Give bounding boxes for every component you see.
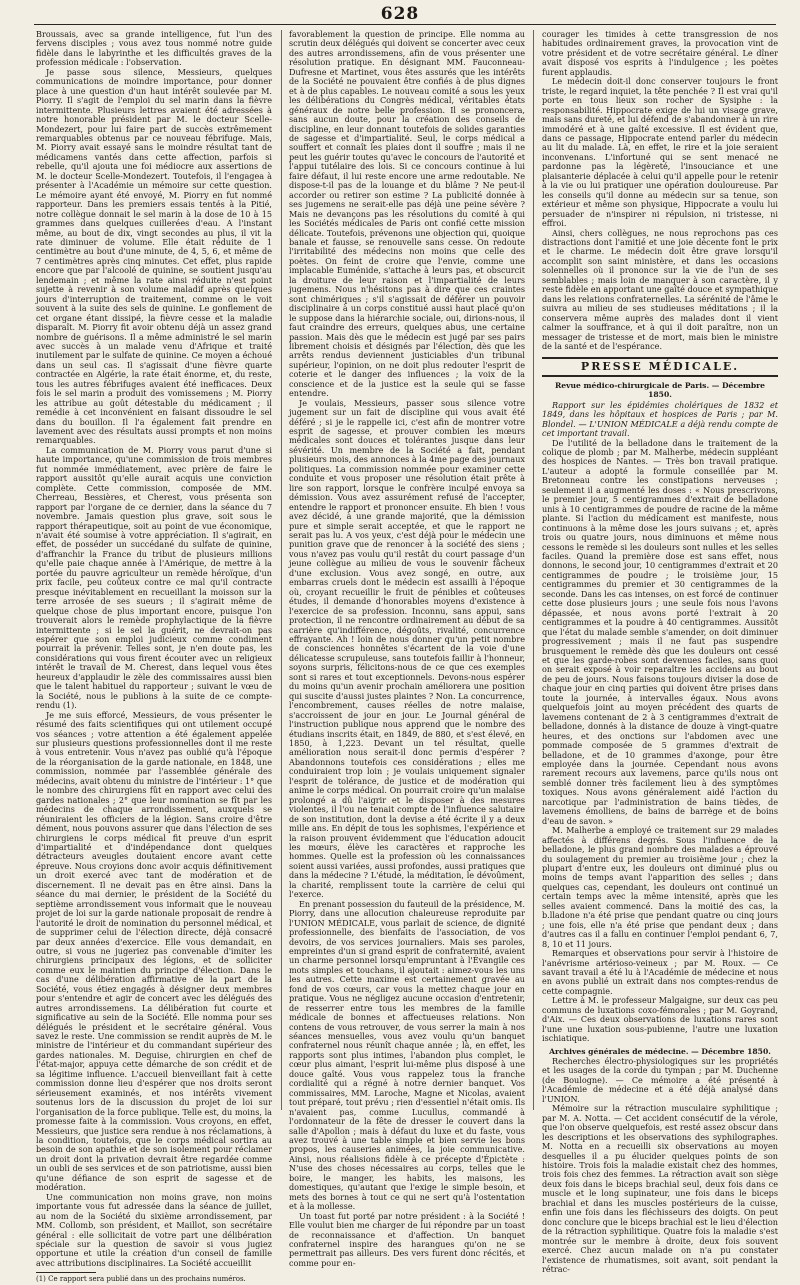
paragraph: Le médecin doit-il donc conserver toujours le front triste, le regard inquiet, la tête penchée ? Il est vrai qu'il porte en tous lieux son rocher de Sysiphe : la responsabilité. Hippocrate exige de lui un visage grave, mais sans dureté, et lui défend de s'abandonner à un rire immodéré et à une gaîté excessive. Il est évident que, dans ce passage, Hippocrate entend parler du médecin au lit du malade. Là, en effet, le rire et la joie seraient inconvenans. L'infortuné qui se sent menacé ne pardonne pas la légèreté, l'insouciance et une plaisanterie déplacée à celui qu'il appelle pour le retenir à la vie ou lui pratiquer une opération douloureuse. Par les conseils qu'il donne au médecin sur sa tenue, son extérieur et même son physique, Hippocrate a voulu lui persuader de n'inspirer ni répulsion, ni tristesse, ni effroi.	[542, 76, 778, 229]
column-divider	[533, 30, 534, 1110]
paragraph: De l'utilité de la belladone dans le traitement de la colique de plomb ; par M. Malherbe, médecin suppléant des hospices de Nantes. — Très bon travail pratique. L'auteur a adopté la formule conseillée par M. Bretonneau contre les constipations nerveuses ; seulement il a augmenté les doses : « Nous prescrivons, le premier jour, 5 centigrammes d'extrait de belladone unis à 10 centigrammes de poudre de racine de la même plante. Si l'action du médicament est manifeste, nous continuons à la même dose les jours suivans ; et, après trois ou quatre jours, nous diminuons et même nous cessons le remède si les douleurs sont nulles et les selles faciles. Quand la première dose est sans effet, nous donnons, le second jour, 10 centigrammes d'extrait et 20 centigrammes de poudre ; le troisième jour, 15 centigrammes du premier et 30 centigrammes de la seconde. Dans les cas intenses, on est forcé de continuer cette dose plusieurs jours ; une seule fois nous l'avons dépassée, et nous avons porté l'extrait à 20 centigrammes et la poudre à 40 centigrammes. Aussitôt que l'état du malade semble s'amender, on doit diminuer progressivement ; mais il ne faut pas suspendre brusquement le remède dès que les douleurs ont cessé et que les garde-robes sont devenues faciles, sans quoi on serait exposé à voir reparaître les accidens au bout de peu de jours. Nous faisons toujours diviser la dose de chaque jour en cinq parties qui doivent être prises dans toute la journée, à intervalles égaux. Nous avons quelquefois joint au moyen précédent des quarts de lavemens contenant de 2 à 3 centigrammes d'extrait de belladone, donnés à la distance de douze à vingt-quatre heures, et des onctions sur l'abdomen avec une pommade composée de 5 grammes d'extrait de belladone, et de 10 grammes d'axonge, pour être employée dans la journée. Cependant nous avons rarement recours aux lavemens, parce qu'ils nous ont semblé donner très facilement lieu à des symptômes toxiques. Nous avons généralement aidé l'action du narcotique par l'administration de bains tièdes, de lavemens émolliens, de bains de barrège et de boins d'eau de savon. »	[542, 437, 778, 826]
paragraph: La communication de M. Piorry vous parut d'une si haute importance, qu'une commission de trois membres fut nommée immédiatement, avec prière de faire le rapport aussitôt qu'elle aurait acquis une conviction complète. Cette commission, composée de MM. Cherreau, Bessières, et Cherest, vous présenta son rapport par l'organe de ce dernier, dans la séance du 7 novembre. Jamais question plus grave, soit sous le rapport thérapeutique, soit au point de vue économique, n'avait été soumise à votre appréciation. Il s'agirait, en effet, de posséder un succédané du sulfate de quinine, d'affranchir la France du tribut de plusieurs millions qu'elle paie chaque année à l'Amérique, de mettre à la portée du pauvre agriculteur un remède héroïque, d'un prix facile, peu coûteux contre ce mal qu'il contracte presque inévitablement en recueillant la moisson sur la terre arrosée de ses sueurs ; il s'agirait même de quelque chose de plus important encore, puisque l'on trouverait alors le remède prophylactique de la fièvre intermittente ; si le sel la guérit, ne devrait-on pas espérer que son emploi judicieux comme condiment pourrait la prévenir. Telles sont, je n'en doute pas, les considérations qui vous firent écouter avec un religieux intérêt le travail de M. Cherest, dans lequel vous êtes heureux d'applaudir le zèle des commissaires aussi bien que le talent habituel du rapporteur ; suivant le vœu de la Société, nous le publions à la suite de ce compte-rendu (1).	[36, 444, 272, 711]
column-1	[36, 29, 272, 1284]
section-title: PRESSE MÉDICALE.	[542, 357, 778, 376]
paragraph: En prenant possession du fauteuil de la présidence, M. Piorry, dans une allocution chaleureuse reproduite par l'UNION MÉDICALE, vous parlait de science, de dignité professionnelle, des bienfaits de l'association, de vos devoirs, de vos services journaliers. Mais ses paroles, empreintes d'un si grand esprit de confraternité, avaient un charme personnel lorsqu'empruntant à l'Évangile ces mots simples et touchans, il ajoutait : aimez-vous les uns les autres. Cette maxime est certainement gravée au fond de vos cœurs, car vous la mettez chaque jour en pratique. Vous ne négligez aucune occasion d'entretenir, de resserrer entre tous les membres de la famille médicale de bonnes et affectueuses relations. Non contens de vous retrouver, de vous serrer la main à nos séances mensuelles, vous avez voulu qu'un banquet confraternel nous réunît chaque année ; là, en effet, les rapports sont plus intimes, l'abandon plus complet, le cœur plus aimant, l'esprit lui-même plus disposé à une douce gaîté. Vous vous rappelez tous la franche cordialité qui a régné à notre dernier banquet. Vos commissaires, MM. Laroche, Magne et Nicolas, avaient tout préparé, tout prévu ; rien d'essentiel n'était omis. Ils n'avaient pas, comme Lucullus, commandé à l'ordonnateur de la fête de dresser le couvert dans la salle d'Apollon ; mais à défaut du luxe et du faste, vous avez trouvé à une table simple et bien servie les bons propos, les causeries animées, la joie communicative. Ainsi, nous réalisions fidèle à ce précepte d'Épictète : N'use des choses nécessaires au corps, telles que le boire, le manger, les habits, les maisons, les domestiques, qu'autant que l'exige le simple besoin, et mets des bornes à tout ce qui ne sert qu'à l'ostentation et à la mollesse.	[289, 898, 525, 1212]
paragraph: M. Malherbe a employé ce traitement sur 29 malades affectés à différens degrés. Sous l'influence de la belladone, le plus grand nombre des malades a éprouvé du soulagement du premier au troisième jour ; chez la plupart d'entre eux, les douleurs ont diminué plus ou moins de temps avant l'apparition des selles ; dans quelques cas, cependant, les douleurs ont continué un certain temps avec la même intensité, après que les selles avaient commencé. Dans la moitié des cas, la b.lladone n'a été prise que pendant quatre ou cinq jours ; une fois, elle n'a été prise que pendant deux ; dans d'autres cas il a fallu en continuer l'emploi pendant 6, 7, 8, 10 et 11 jours.	[542, 825, 778, 949]
paragraph: Broussais, avec sa grande intelligence, fut l'un des fervens disciples ; vous avez tous nommé notre guide fidèle dans le labyrinthe et les difficultés graves de la profession médicale : l'observation.	[36, 29, 272, 68]
column-3	[542, 29, 778, 1274]
paragraph: Mémoire sur la rétraction musculaire syphilitique ; par M. A. Notta. — Cet accident consécutif de la vérole, que l'on observe quelquefois, est resté assez obscur dans les descriptions et les observations des syphilographes. M. Notta en a recueilli six observations au moyen desquelles il a pu élucider quelques points de son histoire. Trois fois la maladie existait chez des hommes, trois fois chez des femmes. La rétraction avait son siège deux fois dans le biceps brachial seul, deux fois dans ce muscle et le long supinateur, une fois dans le biceps brachial et dans les muscles postérieurs de la cuisse, enfin une fois dans les fléchisseurs des doigts. On peut donc conclure que le biceps brachial est le lieu d'élection de la rétraction syphilitique. Quatre fois la maladie s'est montrée sur le membre à droite, deux fois souvent exercé. Chez aucun malade on n'a pu constater l'existence de rhumatismes, soit avant, soit pendant la rétrac-	[542, 1103, 778, 1274]
header-rule	[34, 24, 776, 25]
paragraph: Rapport sur les épidémies cholériques de 1832 et 1849, dans les hôpitaux et hospices de Paris ; par M. Blondel. — L'UNION MÉDICALE a déjà rendu compte de cet important travail.	[542, 399, 778, 439]
source-heading: Revue médico-chirurgicale de Paris. — Décembre 1850.	[554, 380, 766, 400]
paragraph: Je me suis efforcé, Messieurs, de vous présenter le résumé des faits scientifiques qui ont utilement occupé vos séances ; votre attention a été également appelée sur plusieurs questions professionnelles dont il me reste à vous entretenir. Vous n'avez pas oublié qu'à l'époque de la réorganisation de la garde nationale, en 1848, une commission, nommée par l'assemblée générale des médecins, avait obtenu du ministre de l'intérieur : 1° que le nombre des chirurgiens fût en rapport avec celui des gardes nationales ; 2° que leur nomination se fît par les médecins de chaque arrondissement, auxquels se réuniraient les officiers de la légion. Sans croire d'être dément, nous pouvons assurer que dans l'élection de ses chirurgiens le corps médical fit preuve d'un esprit d'impartialité et d'indépendance dont quelques détracteurs aveugles doutaient encore avant cette épreuve. Nous croyions donc avoir acquis définitivement un droit exercé avec tant de modération et de discernement. Il ne devait pas en être ainsi. Dans la séance du mai dernier, le président de la Société du septième arrondissement vous informait que le nouveau projet de loi sur la garde nationale proposait de rendre à l'autorité le droit de nomination du personnel médical, et de supprimer celui de l'élection directe, déjà consacré par deux années d'exercice. Elle vous demandait, en outre, si vous ne jugeriez pas convenable d'imiter les chirurgiens principaux des légions, et de solliciter comme eux le maintien du principe d'élection. Dans le cas d'une délibération affirmative de la part de la Société, vous étiez engagés à désigner deux membres pour s'entendre et agir de concert avec les délégués des autres arrondissemens. La délibération fut courte et significative au sein de la Société. Elle nomma pour ses délégués le président et le secrétaire général. Vous savez le reste. Une commission se rendit auprès de M. le ministre de l'intérieur et du commandant supérieur des gardes nationales. M. Deguise, chirurgien en chef de l'état-major, appuya cette démarche de son crédit et de sa légitime influence. L'accueil bienveillant fait à cette commission donne lieu d'espérer que nos droits seront sérieusement examinés, et nos intérêts vivement soutenus lors de la discussion du projet de loi sur l'organisation de la force publique. Telle est, du moins, la promesse faite à la commission. Vous croyons, en effet, Messieurs, que justice sera rendue à nos réclamations, à la condition, toutefois, que le corps médical sortira au besoin de son apathie et de son isolement pour réclamer un droit dont la privation devrait être regardée comme un oubli de ses services et de son patriotisme, aussi bien qu'une défiance de son esprit de sagesse et de modération.	[36, 709, 272, 1193]
footnote: (1) Ce rapport sera publié dans un des prochains numéros.	[36, 1275, 246, 1284]
footnote-rule	[36, 1272, 96, 1273]
column-2	[289, 29, 525, 1268]
column-divider	[281, 30, 282, 1110]
paragraph: Une communication non moins grave, non moins importante vous fut adressée dans la séance de juillet, au nom de la Société du sixième arrondissement, par MM. Collomb, son président, et Maillot, son secrétaire général : elle sollicitait de votre part une délibération spéciale sur la question de savoir si vous jugiez opportune et utile la création d'un conseil de famille avec attributions disciplinaires. La Société accueillit	[36, 1191, 272, 1268]
paragraph: courager les timides à cette transgression de nos habitudes ordinairement graves, la provocation vint de votre président et de votre secrétaire général. Le dîner avait disposé vos esprits à l'indulgence ; les poètes furent applaudis.	[542, 29, 778, 77]
paragraph: Je passe sous silence, Messieurs, quelques communications de moindre importance, pour donner place à une question d'un haut intérêt soulevée par M. Piorry. Il s'agit de l'emploi du sel marin dans la fièvre intermittente. Plusieurs lettres avaient été adressées à notre honorable président par M. le docteur Scelle-Mondezert, pour lui faire part de succès extrêmement remarquables obtenus par ce nouveau fébrifuge. Mais, M. Piorry avait essayé sans le moindre résultat tant de médicamens vantés dans cette affection, parfois si rebelle, qu'il ajouta une foi médiocre aux assertions de M. le docteur Scelle-Mondezert. Toutefois, il l'engagea à présenter à l'Académie un mémoire sur cette question. Le mémoire ayant été envoyé, M. Piorry en fut nommé rapporteur. Dans les premiers essais tentés à la Pitié, notre collègue donnait le sel marin à la dose de 10 à 15 grammes dans quelques cuillerées d'eau. A l'instant même, au bout de dix, vingt secondes au plus, il vit la rate diminuer de volume. Elle était réduite de 1 centimètre au bout d'une minute, de 4, 5, 6, et même de 7 centimètres après cinq minutes. Cet effet, plus rapide encore que par l'alcoolé de quinine, se soutient jusqu'au lendemain ; et même la rate ainsi réduite n'est point sujette à revenir à son volume maladif après quelques jours d'interruption de traitement, comme on le voit souvent à la suite des sels de quinine. Le gonflement de cet organe étant dissipé, la fièvre cesse et la maladie disparaît. M. Piorry fit avoir obtenu déjà un assez grand nombre de guérisons. Il a même administré le sel marin avec succès à un malade venu d'Afrique et traité inutilement par le sulfate de quinine. Ce moyen a échoué dans un seul cas. Il s'agissait d'une fièvre quarte contractée en Algérie, la rate était énorme, et, du reste, tous les autres fébrifuges avaient été inefficaces. Deux fois le sel marin a produit des vomissemens ; M. Piorry les attribue au goût détestable du médicament ; il remédie à cet inconvénient en faisant dissoudre le sel dans du bouillon. Il l'a également fait prendre en lavement avec des résultats aussi prompts et non moins remarquables.	[36, 66, 272, 446]
source-heading: Archives générales de médecine. — Décembre 1850.	[549, 1046, 771, 1056]
paragraph: favorablement la question de principe. Elle nomma au scrutin deux délégués qui doivent se concerter avec ceux des autres arrondissemens, afin de vous présenter une résolution pratique. En désignant MM. Fauconneau-Dufresne et Martinet, vous êtes assurés que les intérêts de la Société ne pouvaient être confiés à de plus dignes et à de plus capables. Le nouveau comité a sous les yeux les délibérations du Congrès médical, véritables états généraux de notre belle profession. Il se prononcera, sans aucun doute, pour la création des conseils de discipline, en leur donnant toutefois de solides garanties de sagesse et d'impartialité. Seul, le corps médical a souffert et connaît les plaies dont il souffre ; mais il ne peut les guérir toutes qu'avec le concours de l'autorité et l'appui tutélaire des lois. Si ce concours continue à lui faire défaut, il lui reste encore une arme redoutable. Ne dispose-t-il pas de la louange et du blâme ? Ne peut-il accorder ou retirer son estime ? La publicité donnée à ses jugemens ne serait-elle pas déjà une peine sévère ? Mais ne devançons pas les résolutions du comité à qui les Sociétés médicales de Paris ont confié cette mission délicate. Toutefois, prévenons une objection qui, quoique banale et fausse, se renouvelle sans cesse. On redoute l'irritabilité des médecins non moins que celle des poètes. On feint de croire que l'envie, comme une implacable Euménide, s'attache à leurs pas, et obscurcit la droiture de leur raison et l'impartialité de leurs jugemens. Nous n'hésitons pas à dire que ces craintes sont chimériques ; s'il s'agissait de déférer un pouvoir disciplinaire à un corps constitué aussi haut placé qu'on le suppose dans la hiérarchie sociale, oui, dirions-nous, il faut craindre des erreurs, quelques abus, une certaine passion. Mais dès que le médecin est jugé par ses pairs librement choisis et désignés par l'élection, dès que les arrêts rendus deviennent justiciables d'un tribunal supérieur, l'opinion, on ne doit plus redouter l'esprit de coterie et le danger des influences ; la voix de la conscience et de la justice est la seule qui se fasse entendre.	[289, 29, 525, 399]
page-number: 628	[380, 4, 420, 24]
paragraph: Ainsi, chers collègues, ne nous reprochons pas ces distractions dont l'amitié et une joie décente font le prix et le charme. Le médecin doit être grave lorsqu'il accomplit son saint ministère, et dans les occasions solennelles où il prononce sur la vie de l'un de ses semblables ; mais loin de manquer à son caractère, il y reste fidèle en apportant une gaîté douce et sympathique dans les relations confraternelles. La sérénité de l'âme le suivra au milieu de ses studieuses méditations ; il la conservera même auprès des malades dont il vient calmer la souffrance, et à qui il doit paraître, non un messager de tristesse et de mort, mais bien le ministre de la santé et de l'espérance.	[542, 227, 778, 351]
paragraph: Un toast fut porté par notre président : à la Société ! Elle voulut bien me charger de lui répondre par un toast de reconnaissance et d'affection. Un banquet confraternel inspire des harangues qu'on ne se permettrait pas ailleurs. Des vers furent donc récités, et comme pour en-	[289, 1210, 525, 1268]
paragraph: Remarques et observations pour servir à l'histoire de l'anévrisme artérioso-veineux ; par M. Roux. — Ce savant travail a été lu à l'Académie de médecine et nous en avons publié un extrait dans nos comptes-rendus de cette compagnie.	[542, 948, 778, 996]
paragraph: Je voulais, Messieurs, passer sous silence votre jugement sur un fait de discipline qui vous avait été déféré ; si je le rappelle ici, c'est afin de montrer votre esprit de sagesse, et prouver combien les mœurs médicales sont douces et tolérantes jusque dans leur sévérité. Un membre de la Société a fait, pendant plusieurs mois, des annonces à la 4me page des journaux politiques. La commission nommée pour examiner cette conduite et vous proposer une résolution était prête à lire son rapport, lorsque le confrère inculpé envoya sa démission. Vous avez assurément refusé de l'accepter, entendre le rapport et prononcer ensuite. Eh bien ! vous avez décidé, à une grande majorité, que la démission pure et simple serait acceptée, et que le rapport ne serait pas lu. A vos yeux, c'est déjà pour le médecin une punition grave que de renoncer à la société des siens ; vous n'avez pas voulu qu'il restât du court passage d'un jeune collègue au milieu de vous le souvenir fâcheux d'une exclusion. Vous avez songé, en outre, aux embarras cruels dont le médecin est assailli à l'époque où, croyant recueillir le fruit de pénibles et coûteuses études, il demande d'honorables moyens d'existence à l'exercice de sa profession. Inconnu, sans appui, sans protection, il ne rencontre ordinairement au début de sa carrière qu'indifférence, dégoûts, rivalité, concurrence effrayante. Ah ! loin de nous donner qu'un petit nombre de consciences honnêtes s'écartent de la voie d'une délicatesse scrupuleuse, sans toutefois faillir à l'honneur, soyons surpris, félicitons-nous de ce que ces exemples sont si rares et tout exceptionnels. Devons-nous espérer du moins qu'un avenir prochain améliorera une position qui suscite d'aussi justes plaintes ? Non. La concurrence, l'encombrement, causes réelles de notre malaise, s'accroissent de jour en jour. Le Journal général de l'instruction publique nous apprend que le nombre des étudians inscrits était, en 1849, de 880, et s'est élevé, en 1850, à 1,223. Devant un tel résultat, quelle amélioration nous serait-il donc permis d'espérer ? Abandonnons toutefois ces considérations ; elles me conduiraient trop loin ; je voulais uniquement signaler l'esprit de tolérance, de justice et de modération qui anime le corps médical. On pourrait croire qu'un malaise prolongé a dû l'aigrir et le disposer à des mesures violentes, il l'ou ne tenait compte de l'influence salutaire de son institution, dont la devise a été écrite il y a deux mille ans. En dépit de tous les sophismes, l'expérience et la raison prouvent évidemment que l'éducation adoucit les mœurs, élève les caractères et rapproche les hommes. Quelle est la profession où les connaissances soient aussi variées, aussi profondes, aussi pratiques que dans la médecine ? L'étude, la méditation, le dévoûment, la charité, remplissent toute la carrière de celui qui l'exerce.	[289, 397, 525, 900]
paragraph: Lettre à M. le professeur Malgaigne, sur deux cas peu communs de luxations coxo-fémorales ; par M. Goyrand, d'Aix. — Ces deux observations de luxations rares sont l'une une luxation sous-pubienne, l'autre une luxation ischiatique.	[542, 995, 778, 1044]
paragraph: Recherches électro-physiologiques sur les propriétés et les usages de la corde du tympan ; par M. Duchenne (de Boulogne). — Ce mémoire a été présenté à l'Académie de médecine et a été déjà analysé dans l'UNION.	[542, 1056, 778, 1104]
